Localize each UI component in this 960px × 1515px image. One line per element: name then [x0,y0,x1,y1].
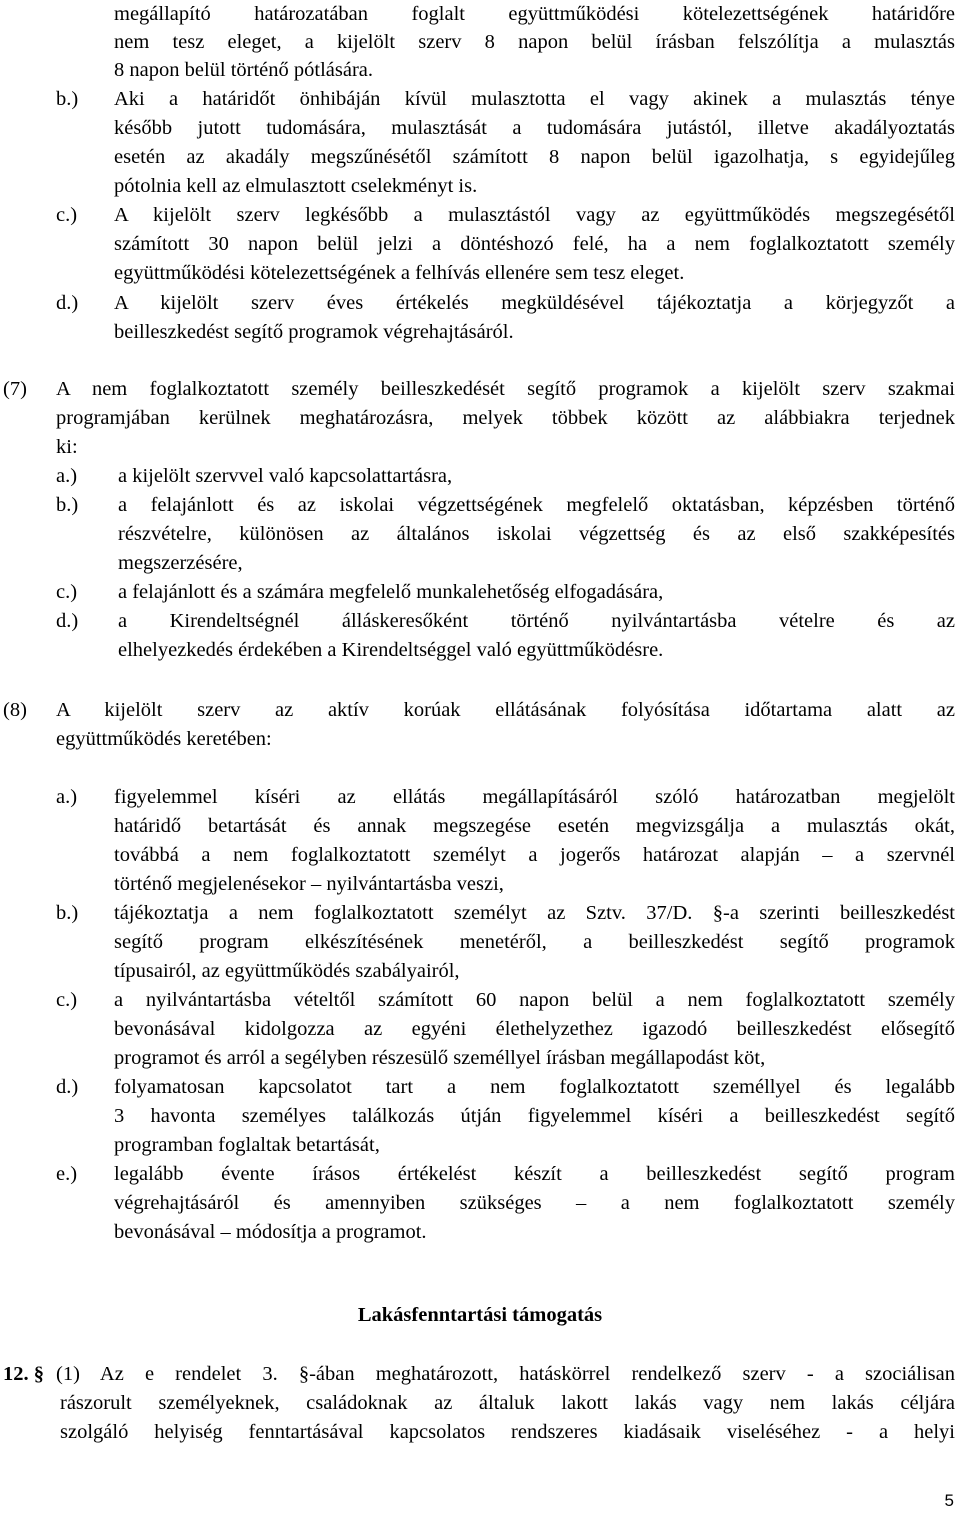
list-item-line: a kijelölt szervvel való kapcsolattartásra, [118,465,453,487]
list-label: c.) [56,204,78,226]
list-item-line: bevonásával – módosítja a programot. [114,1221,427,1243]
list-item-line: a felajánlott és az iskolai végzettségének megfelelő oktatásban, képzésben történő [118,494,955,516]
list-item-line: történő megjelenésekor – nyilvántartásba veszi, [114,873,504,895]
page-number: 5 [944,1491,954,1510]
list-item-line: A kijelölt szerv éves értékelés megküldésével tájékoztatja a körjegyzőt a [114,292,955,314]
paragraph-line: A nem foglalkoztatott személy beilleszkedését segítő programok a kijelölt szerv szakmai [56,378,955,400]
list-item-line: végrehajtásáról és amennyiben szükséges – a nem foglalkoztatott személy [114,1192,955,1214]
list-item-line: pótolnia kell az elmulasztott cselekményt is. [114,175,478,197]
list-item-line: határidő betartását és annak megszegése esetén megvizsgálja a mulasztás okát, [114,815,955,837]
list-item-line: számított 30 napon belül jelzi a döntéshozó felé, ha a nem foglalkoztatott személy [114,233,955,255]
list-item-line: típusairól, az együttműködés szabályairól, [114,960,460,982]
paragraph-number: 12. § [3,1363,44,1385]
list-label: e.) [56,1163,78,1185]
paragraph-line: 8 napon belül történő pótlására. [114,59,374,81]
list-label: c.) [56,581,78,603]
list-item-line: elhelyezkedés érdekében a Kirendeltséggel való együttműködésre. [118,639,664,661]
paragraph-line: nem tesz eleget, a kijelölt szerv 8 napon belül írásban felszólítja a mulasztás [114,31,955,53]
list-label: d.) [56,610,79,632]
list-item-line: bevonásával kidolgozza az egyéni élethelyzethez igazodó beilleszkedést elősegítő [114,1018,955,1040]
list-item-line: a nyilvántartásba vételtől számított 60 napon belül a nem foglalkoztatott személy [114,989,955,1011]
list-item-line: részvételre, különösen az általános iskolai végzettség és az első szakképesítés [118,523,955,545]
list-item-line: figyelemmel kíséri az ellátás megállapításáról szóló határozatban megjelölt [114,786,955,808]
list-item-line: a felajánlott és a számára megfelelő munkalehetőség elfogadására, [118,581,664,603]
list-item-line: A kijelölt szerv legkésőbb a mulasztástól vagy az együttműködés megszegésétől [114,204,955,226]
list-item-line: programot és arról a segélyben részesülő személlyel írásban megállapodást köt, [114,1047,766,1069]
paragraph-line: A kijelölt szerv az aktív korúak ellátásának folyósítása időtartama alatt az [56,699,955,721]
list-item-line: folyamatosan kapcsolatot tart a nem foglalkoztatott személlyel és legalább [114,1076,955,1098]
list-item-line: együttműködési kötelezettségének a felhívás ellenére sem tesz eleget. [114,262,685,284]
list-item-line: 3 havonta személyes találkozás útján figyelemmel kíséri a beilleszkedést segítő [114,1105,955,1127]
list-label: c.) [56,989,78,1011]
paragraph-line: együttműködés keretében: [56,728,272,750]
list-item-line: Aki a határidőt önhibáján kívül mulasztotta el vagy akinek a mulasztás ténye [114,88,955,110]
section-heading: Lakásfenntartási támogatás [357,1304,603,1326]
list-item-line: megszerzésére, [118,552,243,574]
list-item-line: segítő program elkészítésének menetéről, a beilleszkedést segítő programok [114,931,955,953]
list-item-line: a Kirendeltségnél álláskeresőként történő nyilvántartásba vételre és az [118,610,955,632]
section-number: (7) [3,378,27,400]
paragraph-line: ki: [56,436,78,458]
list-item-line: esetén az akadály megszűnésétől számított 8 napon belül igazolhatja, s egyidejűleg [114,146,955,168]
section-number: (8) [3,699,27,721]
list-label: d.) [56,1076,79,1098]
list-label: b.) [56,494,79,516]
list-item-line: beilleszkedést segítő programok végrehajtásáról. [114,321,514,343]
paragraph-line: megállapító határozatában foglalt együttműködési kötelezettségének határidőre [114,3,955,25]
list-label: b.) [56,902,79,924]
paragraph-line: szolgáló helyiség fenntartásával kapcsolatos rendszeres kiadásaik viseléséhez - a helyi [60,1421,955,1443]
paragraph-line: programjában kerülnek meghatározásra, melyek többek között az alábbiakra terjednek [56,407,955,429]
list-item-line: továbbá a nem foglalkoztatott személyt a jogerős határozat alapján – a szervnél [114,844,955,866]
list-label: b.) [56,88,79,110]
list-item-line: később jutott tudomására, mulasztását a tudomására jutástól, illetve akadályoztatás [114,117,955,139]
list-item-line: legalább évente írásos értékelést készít a beilleszkedést segítő program [114,1163,955,1185]
paragraph-line: (1) Az e rendelet 3. §-ában meghatározott, hatáskörrel rendelkező szerv - a szociálisan [56,1363,955,1385]
list-item-line: programban foglaltak betartását, [114,1134,380,1156]
list-label: a.) [56,786,78,808]
list-label: a.) [56,465,78,487]
paragraph-line: rászorult személyeknek, családoknak az általuk lakott lakás vagy nem lakás céljára [60,1392,955,1414]
list-item-line: tájékoztatja a nem foglalkoztatott személyt az Sztv. 37/D. §-a szerinti beilleszkedést [114,902,955,924]
list-label: d.) [56,292,79,314]
